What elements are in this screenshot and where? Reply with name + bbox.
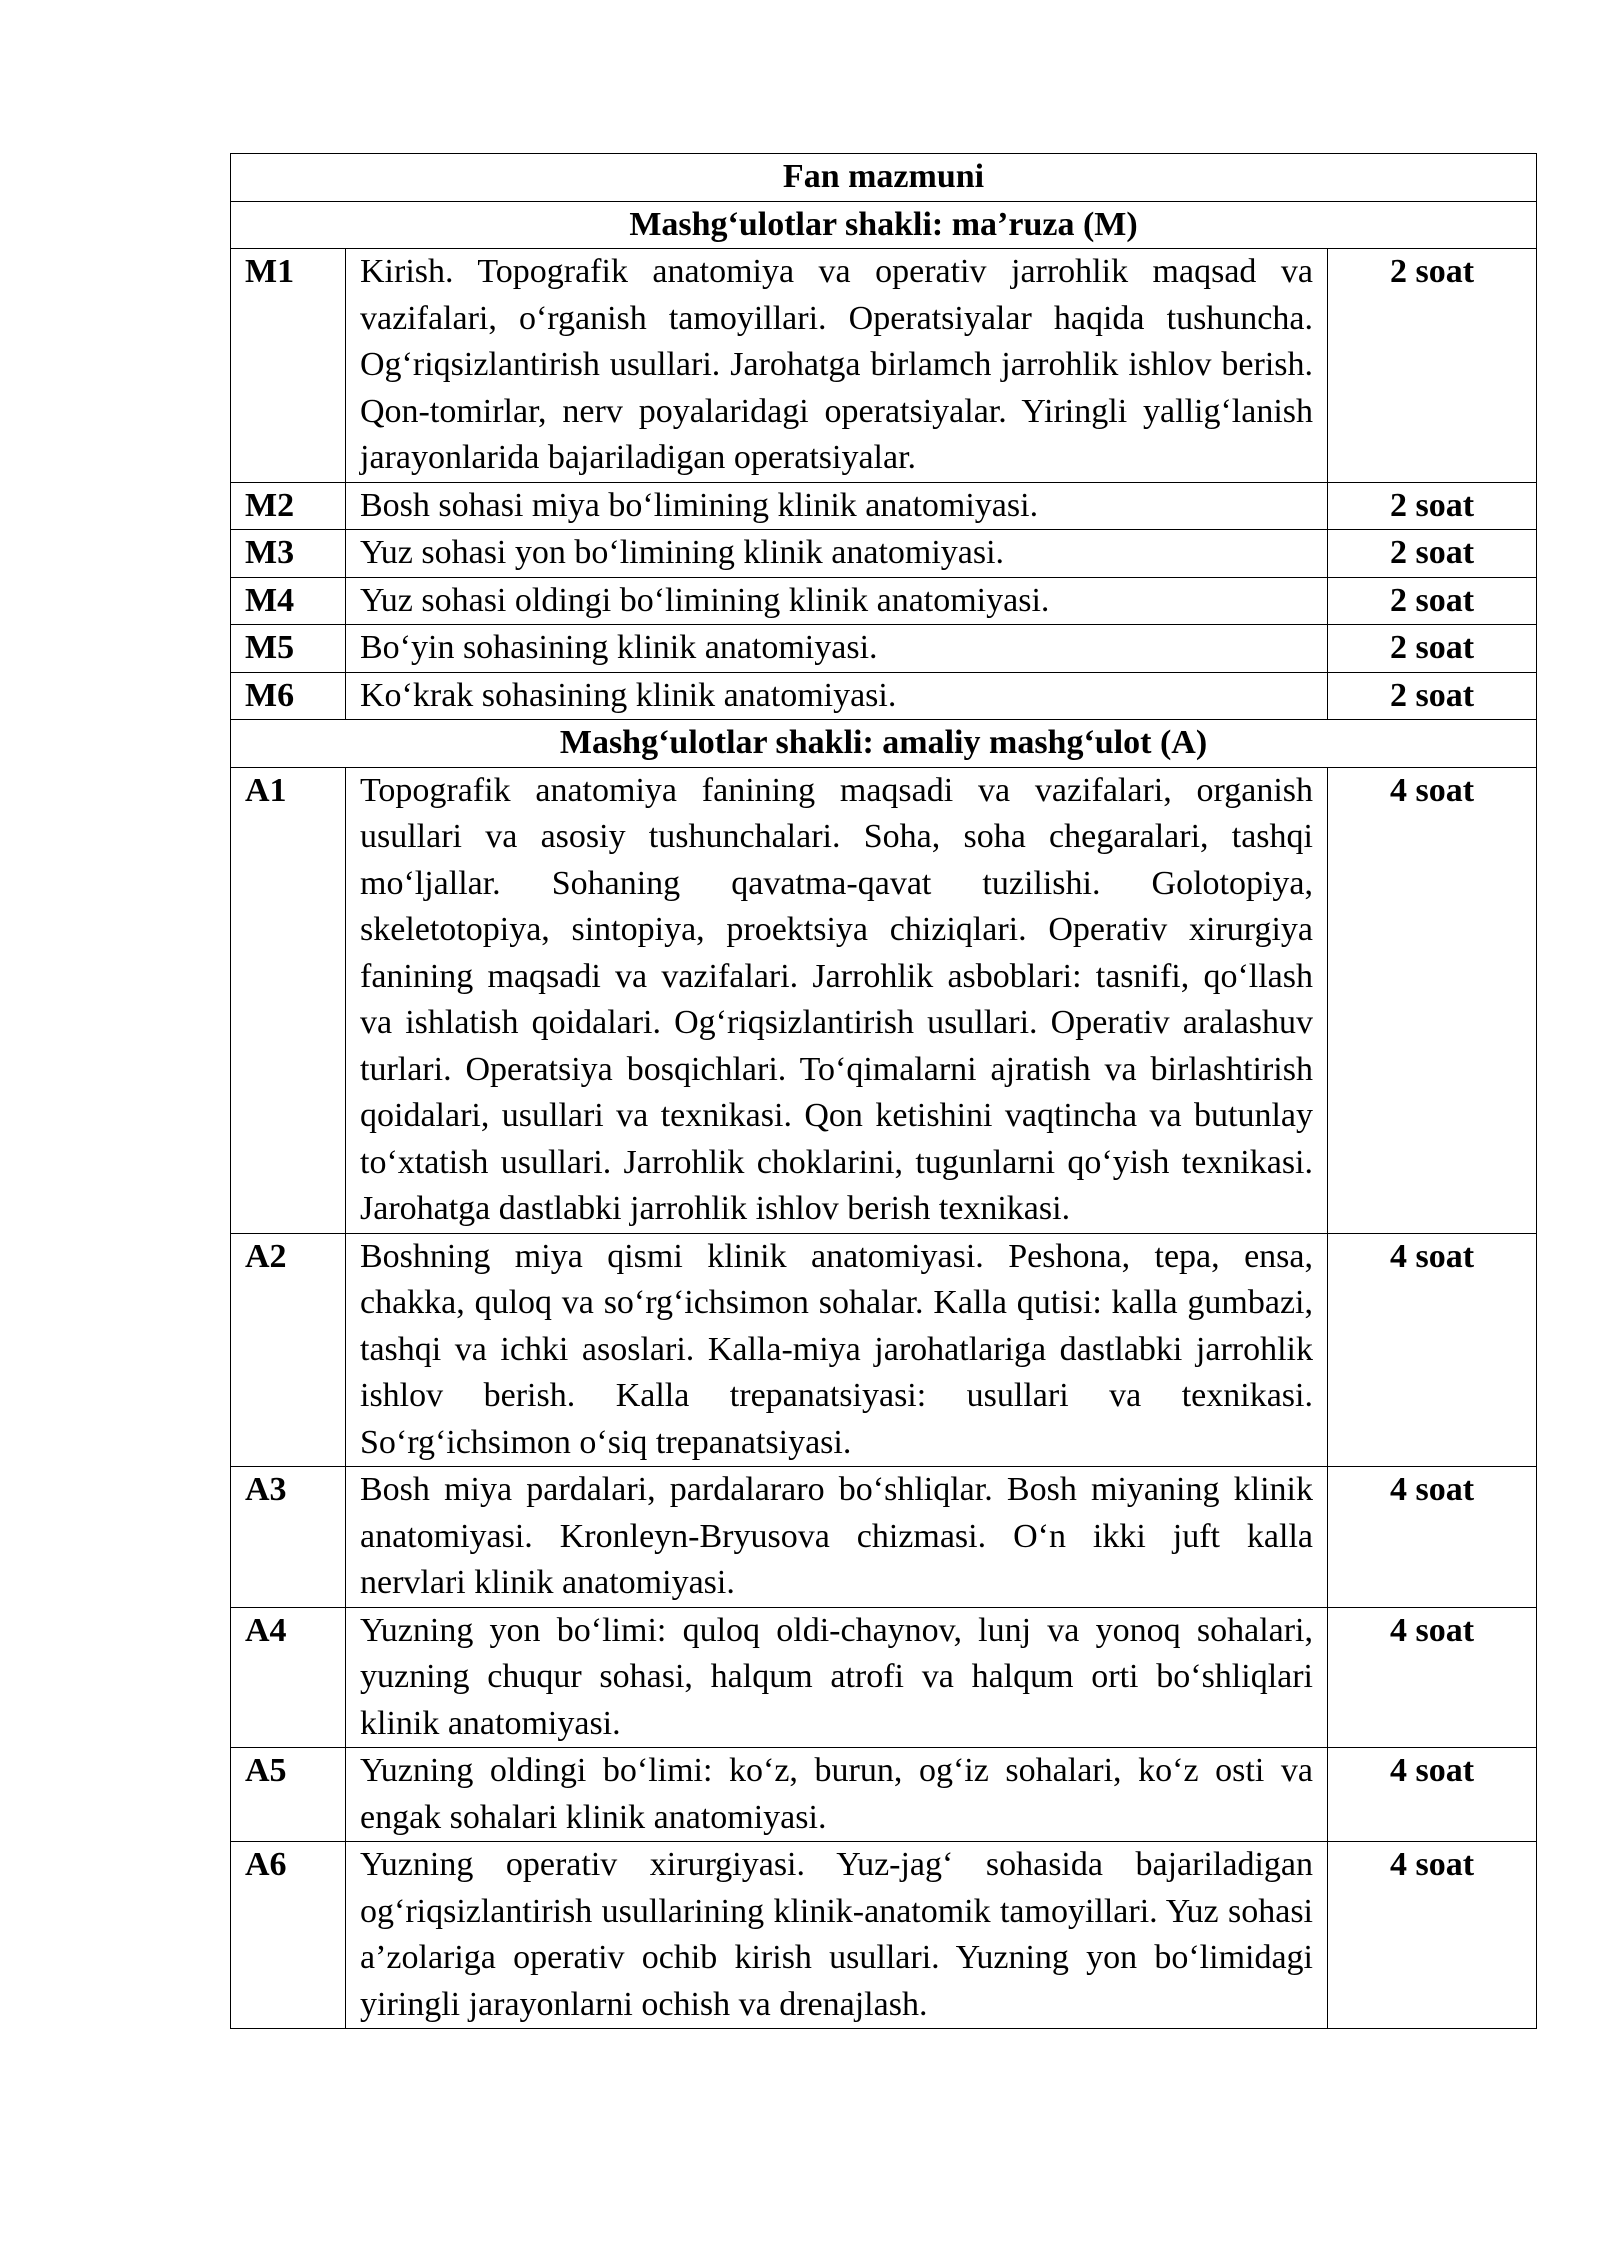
row-hours: 2 soat xyxy=(1328,530,1537,578)
row-description: Bo‘yin sohasining klinik anatomiyasi. xyxy=(346,625,1328,673)
row-hours: 4 soat xyxy=(1328,1467,1537,1608)
row-code: M3 xyxy=(231,530,346,578)
row-code: M1 xyxy=(231,249,346,483)
row-code: A1 xyxy=(231,767,346,1233)
row-hours: 2 soat xyxy=(1328,482,1537,530)
table-row xyxy=(231,1748,1537,1842)
table-row xyxy=(231,577,1537,625)
row-description: Bosh sohasi miya bo‘limining klinik anatomiyasi. xyxy=(346,482,1328,530)
row-code: A5 xyxy=(231,1748,346,1842)
section-heading-lectures: Mashg‘ulotlar shakli: ma’ruza (M) xyxy=(231,201,1537,249)
row-code: M5 xyxy=(231,625,346,673)
table-row xyxy=(231,530,1537,578)
row-description: Boshning miya qismi klinik anatomiyasi. Peshona, tepa, ensa, chakka, quloq va so‘rg‘ichsimon sohalar. Kalla qutisi: kalla gumbazi, tashqi va ichki asoslari. Kalla-miya jarohatlariga dastlabki jarrohlik ishlov berish. Kalla trepanatsiyasi: usullari va texnikasi. So‘rg‘ichsimon o‘siq trepanatsiyasi. xyxy=(346,1233,1328,1467)
row-hours: 2 soat xyxy=(1328,672,1537,720)
section-heading-row xyxy=(231,720,1537,768)
table-row xyxy=(231,1467,1537,1608)
table-row xyxy=(231,625,1537,673)
section-heading-practicals: Mashg‘ulotlar shakli: amaliy mashg‘ulot (A) xyxy=(231,720,1537,768)
course-content-table xyxy=(230,153,1537,2029)
row-code: A3 xyxy=(231,1467,346,1608)
table-row xyxy=(231,249,1537,483)
row-description: Topografik anatomiya fanining maqsadi va vazifalari, organish usullari va asosiy tushunchalari. Soha, soha chegaralari, tashqi mo‘ljallar. Sohaning qavatma-qavat tuzilishi. Golotopiya, skeletotopiya, sintopiya, proektsiya chiziqlari. Operativ xirurgiya fanining maqsadi va vazifalari. Jarrohlik asboblari: tasnifi, qo‘llash va ishlatish qoidalari. Og‘riqsizlantirish usullari. Operativ aralashuv turlari. Operatsiya bosqichlari. To‘qimalarni ajratish va birlashtirish qoidalari, usullari va texnikasi. Qon ketishini vaqtincha va butunlay to‘xtatish usullari. Jarrohlik choklarini, tugunlarni qo‘yish texnikasi. Jarohatga dastlabki jarrohlik ishlov berish texnikasi. xyxy=(346,767,1328,1233)
row-description: Bosh miya pardalari, pardalararo bo‘shliqlar. Bosh miyaning klinik anatomiyasi. Kronleyn-Bryusova chizmasi. O‘n ikki juft kalla nervlari klinik anatomiyasi. xyxy=(346,1467,1328,1608)
table-row xyxy=(231,767,1537,1233)
row-code: A6 xyxy=(231,1842,346,2029)
row-hours: 2 soat xyxy=(1328,625,1537,673)
row-hours: 4 soat xyxy=(1328,1842,1537,2029)
row-description: Yuz sohasi oldingi bo‘limining klinik anatomiyasi. xyxy=(346,577,1328,625)
row-hours: 4 soat xyxy=(1328,767,1537,1233)
table-title: Fan mazmuni xyxy=(231,154,1537,202)
table-body xyxy=(231,154,1537,2029)
row-description: Ko‘krak sohasining klinik anatomiyasi. xyxy=(346,672,1328,720)
row-code: A2 xyxy=(231,1233,346,1467)
row-code: M4 xyxy=(231,577,346,625)
title-row xyxy=(231,154,1537,202)
row-code: M6 xyxy=(231,672,346,720)
row-code: A4 xyxy=(231,1607,346,1748)
section-heading-row xyxy=(231,201,1537,249)
row-code: M2 xyxy=(231,482,346,530)
row-description: Kirish. Topografik anatomiya va operativ jarrohlik maqsad va vazifalari, o‘rganish tamoyillari. Operatsiyalar haqida tushuncha. Og‘riqsizlantirish usullari. Jarohatga birlamch jarrohlik ishlov berish. Qon-tomirlar, nerv poyalaridagi operatsiyalar. Yiringli yallig‘lanish jarayonlarida bajariladigan operatsiyalar. xyxy=(346,249,1328,483)
row-hours: 2 soat xyxy=(1328,249,1537,483)
table-row xyxy=(231,1607,1537,1748)
row-description: Yuz sohasi yon bo‘limining klinik anatomiyasi. xyxy=(346,530,1328,578)
row-description: Yuzning operativ xirurgiyasi. Yuz-jag‘ sohasida bajariladigan og‘riqsizlantirish usullarining klinik-anatomik tamoyillari. Yuz sohasi a’zolariga operativ ochib kirish usullari. Yuzning yon bo‘limidagi yiringli jarayonlarni ochish va drenajlash. xyxy=(346,1842,1328,2029)
table-row xyxy=(231,482,1537,530)
row-description: Yuzning yon bo‘limi: quloq oldi-chaynov, lunj va yonoq sohalari, yuzning chuqur sohasi, halqum atrofi va halqum orti bo‘shliqlari klinik anatomiyasi. xyxy=(346,1607,1328,1748)
row-hours: 4 soat xyxy=(1328,1748,1537,1842)
table-row xyxy=(231,1842,1537,2029)
table-row xyxy=(231,1233,1537,1467)
row-description: Yuzning oldingi bo‘limi: ko‘z, burun, og‘iz sohalari, ko‘z osti va engak sohalari klinik anatomiyasi. xyxy=(346,1748,1328,1842)
row-hours: 4 soat xyxy=(1328,1233,1537,1467)
row-hours: 4 soat xyxy=(1328,1607,1537,1748)
row-hours: 2 soat xyxy=(1328,577,1537,625)
table-row xyxy=(231,672,1537,720)
